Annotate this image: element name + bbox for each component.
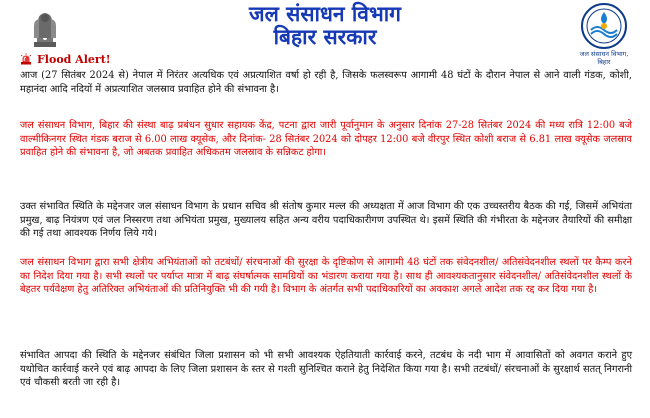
water-resources-department-emblem-icon (574, 2, 634, 50)
flood-alert-label: Flood Alert! (37, 52, 111, 66)
siren-icon (20, 53, 32, 65)
logo-caption-line2: बिहार (597, 58, 611, 66)
paragraph-rainfall-warning: आज (27 सितंबर 2024 से) नेपाल में निरंतर अत्यधिक एवं अप्रत्याशित वर्षा हो रही है, जिसके फलस्वरूप आगामी 48 घंटों के दौरान नेपाल से आने वाली गंडक, कोशी, महानंदा आदि नदियों में अप्रत्याशित जलस्राव प्रवाहित होने की संभावना है। (20, 70, 632, 95)
logo-caption-line1: जल संसाधन विभाग, (579, 50, 629, 58)
paragraph-district-administration: संभावित आपदा की स्थिति के मद्देनजर संबंधित जिला प्रशासन को भी सभी आवश्यक ऐहतियाती कार्रवाई करने, तटबंध के नदी भाग में आवासितों को अवगत कराने हुए यथोचित कार्रवाई करने एवं बाढ़ आपदा के लिए जिला प्रशासन के स्तर से गश्ती सुनिश्चित कराने हेतु निदेशित किया गया है। सभी तटबंधों/ संरचनाओं के सुरक्षार्थ सतत् निगरानी एवं चौकसी बरती जा रही है। (20, 350, 632, 389)
paragraph-review-meeting: उक्त संभावित स्थिति के मद्देनजर जल संसाधन विभाग के प्रधान सचिव श्री संतोष कुमार मल्ल की अध्यक्षता में आज विभाग की एक उच्चस्तरीय बैठक की गई, जिसमें अभियंता प्रमुख, बाढ़ नियंत्रण एवं जल निस्सरण तथा अभियंता प्रमुख, मुख्यालय सहित अन्य वरीय पदाधिकारीगण उपस्थित थे। इसमें स्थिति की गंभीरता के मद्देनजर तैयारियों की समीक्षा की गई तथा आवश्यक निर्णय लिये गये। (20, 201, 632, 240)
paragraph-engineer-directives: जल संसाधन विभाग द्वारा सभी क्षेत्रीय अभियंताओं को तटबंधों/ संरचनाओं की सुरक्षा के दृष्टिकोण से आगामी 48 घंटों तक संवेदनशील/ अतिसंवेदनशील स्थलों पर कैम्प करने का निदेश दिया गया है। सभी स्थलों पर पर्याप्त मात्रा में बाढ़ संघर्षात्मक सामग्रियों का भंडारण कराया गया है। साथ ही आवश्यकतानुसार संवेदनशील/ अतिसंवेदनशील स्थलों के बेहतर पर्यवेक्षण हेतु अतिरिक्त अभियंताओं की प्रतिनियुक्ति भी की गयी है। विभाग के अंतर्गत सभी पदाधिकारियों का अवकाश अगले आदेश तक रद्द कर दिया गया है। (20, 257, 632, 296)
department-logo (560, 2, 648, 72)
flood-alert-heading (20, 52, 111, 66)
paragraph-discharge-forecast: जल संसाधन विभाग, बिहार की संस्था बाढ़ प्रबंधन सुधार सहायक केंद्र, पटना द्वारा जारी पूर्वानुमान के अनुसार दिनांक 27-28 सितंबर 2024 की मध्य रात्रि 12:00 बजे वाल्मीकिनगर स्थित गंडक बराज से 6.00 लाख क्यूसेक, और दिनांक- 28 सितंबर 2024 को दोपहर 12:00 बजे वीरपुर स्थित कोशी बराज से 6.81 लाख क्यूसेक जलस्राव प्रवाहित होने की संभावना है, जो अबतक प्रवाहित अधिकतम जलस्राव के सन्निकट होगा। (20, 120, 632, 159)
government-title: बिहार सरकार (273, 25, 377, 49)
department-title: जल संसाधन विभाग (249, 2, 401, 26)
